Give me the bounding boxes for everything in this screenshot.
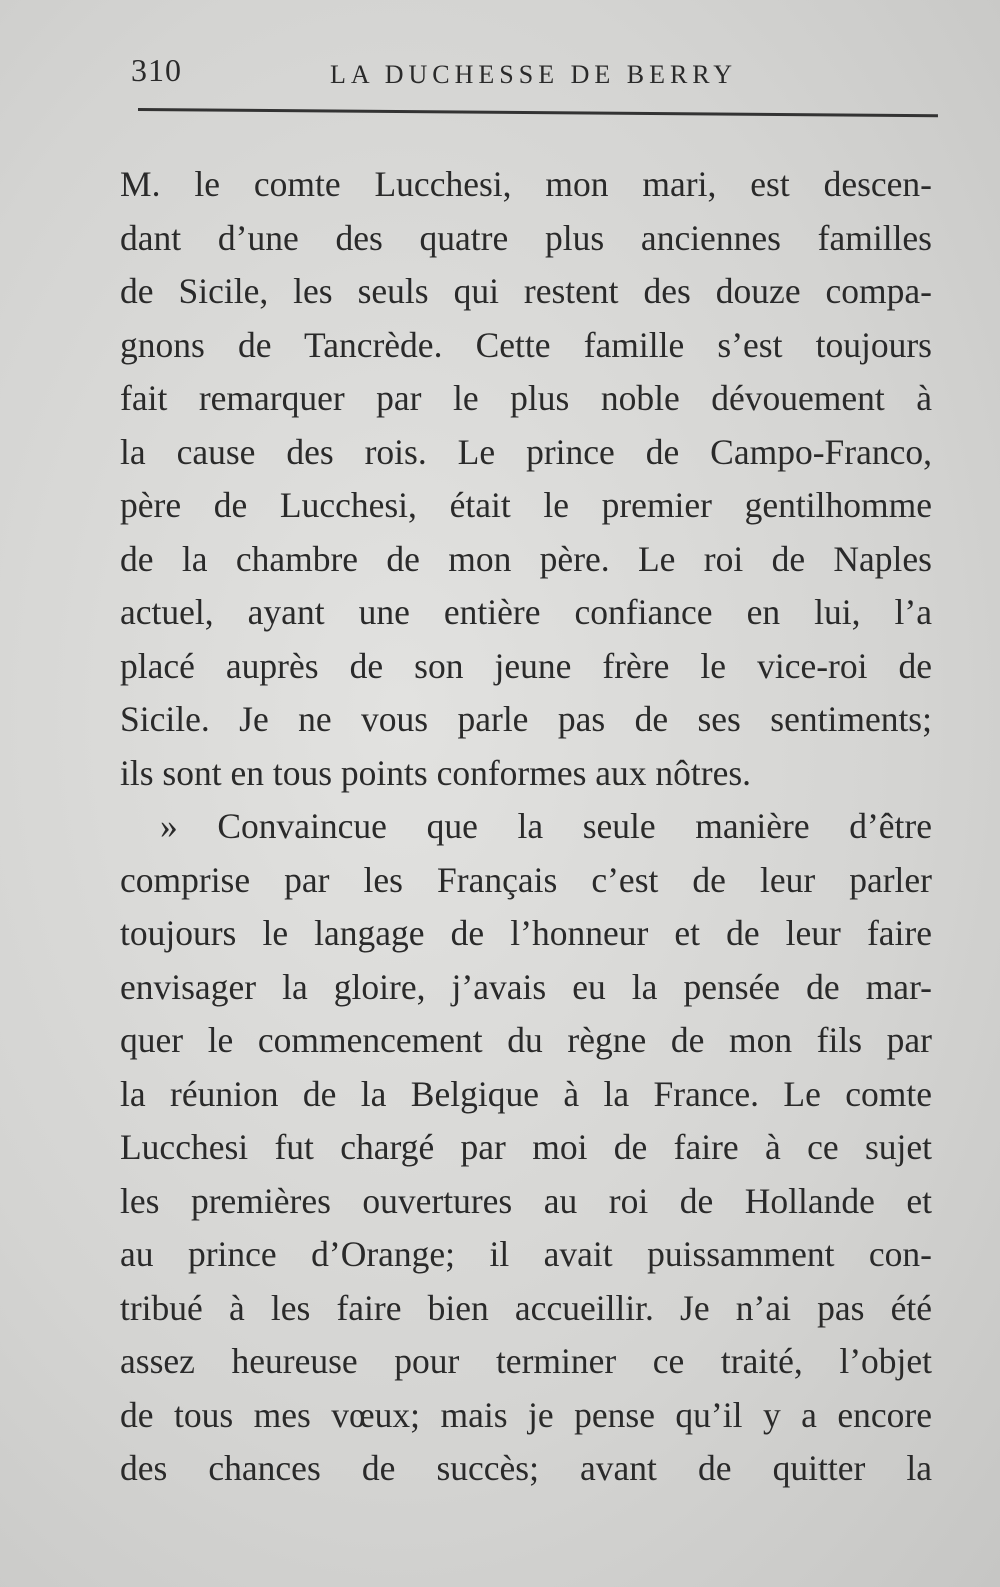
text-line: de tous mes vœux; mais je pense qu’il y a encore xyxy=(120,1394,932,1435)
text-line: Sicile. Je ne vous parle pas de ses sentiments; xyxy=(120,699,932,739)
text-line: père de Lucchesi, était le premier gentilhomme xyxy=(120,485,932,525)
text-line: de Sicile, les seuls qui restent des douze compa- xyxy=(120,271,932,311)
text-line: Lucchesi fut chargé par moi de faire à ce sujet xyxy=(120,1127,932,1167)
page-number: 310 xyxy=(131,52,182,88)
text-line: dant d’une des quatre plus anciennes familles xyxy=(120,217,932,258)
page-header xyxy=(125,48,935,88)
paragraph-start-line: » Convaincue que la seule manière d’être xyxy=(160,806,932,846)
text-line: la cause des rois. Le prince de Campo-Franco, xyxy=(120,431,932,472)
text-line: envisager la gloire, j’avais eu la pensée de mar- xyxy=(120,966,932,1007)
text-line: quer le commencement du règne de mon fils par xyxy=(120,1020,932,1060)
text-line: actuel, ayant une entière confiance en lui, l’a xyxy=(120,592,932,632)
text-line: au prince d’Orange; il avait puissamment con- xyxy=(120,1234,932,1274)
text-line: placé auprès de son jeune frère le vice-roi de xyxy=(120,645,932,686)
text-line: assez heureuse pour terminer ce traité, l’objet xyxy=(120,1341,932,1381)
text-line: de la chambre de mon père. Le roi de Naples xyxy=(120,538,932,579)
text-line: comprise par les Français c’est de leur parler xyxy=(120,859,932,900)
text-line: des chances de succès; avant de quitter la xyxy=(120,1448,932,1488)
text-line: fait remarquer par le plus noble dévouement à xyxy=(120,378,932,418)
header-rule xyxy=(138,108,938,117)
body-text xyxy=(120,158,932,1496)
text-line: les premières ouvertures au roi de Hollande et xyxy=(120,1180,932,1221)
running-title: LA DUCHESSE DE BERRY xyxy=(330,60,737,89)
paragraph-end-line: ils sont en tous points conformes aux nôtres. xyxy=(120,752,752,793)
text-line: la réunion de la Belgique à la France. Le comte xyxy=(120,1073,932,1114)
text-line: tribué à les faire bien accueillir. Je n’ai pas été xyxy=(120,1287,932,1328)
text-line: toujours le langage de l’honneur et de leur faire xyxy=(120,913,932,953)
text-line: gnons de Tancrède. Cette famille s’est toujours xyxy=(120,324,932,365)
text-line: M. le comte Lucchesi, mon mari, est descen- xyxy=(120,164,932,204)
